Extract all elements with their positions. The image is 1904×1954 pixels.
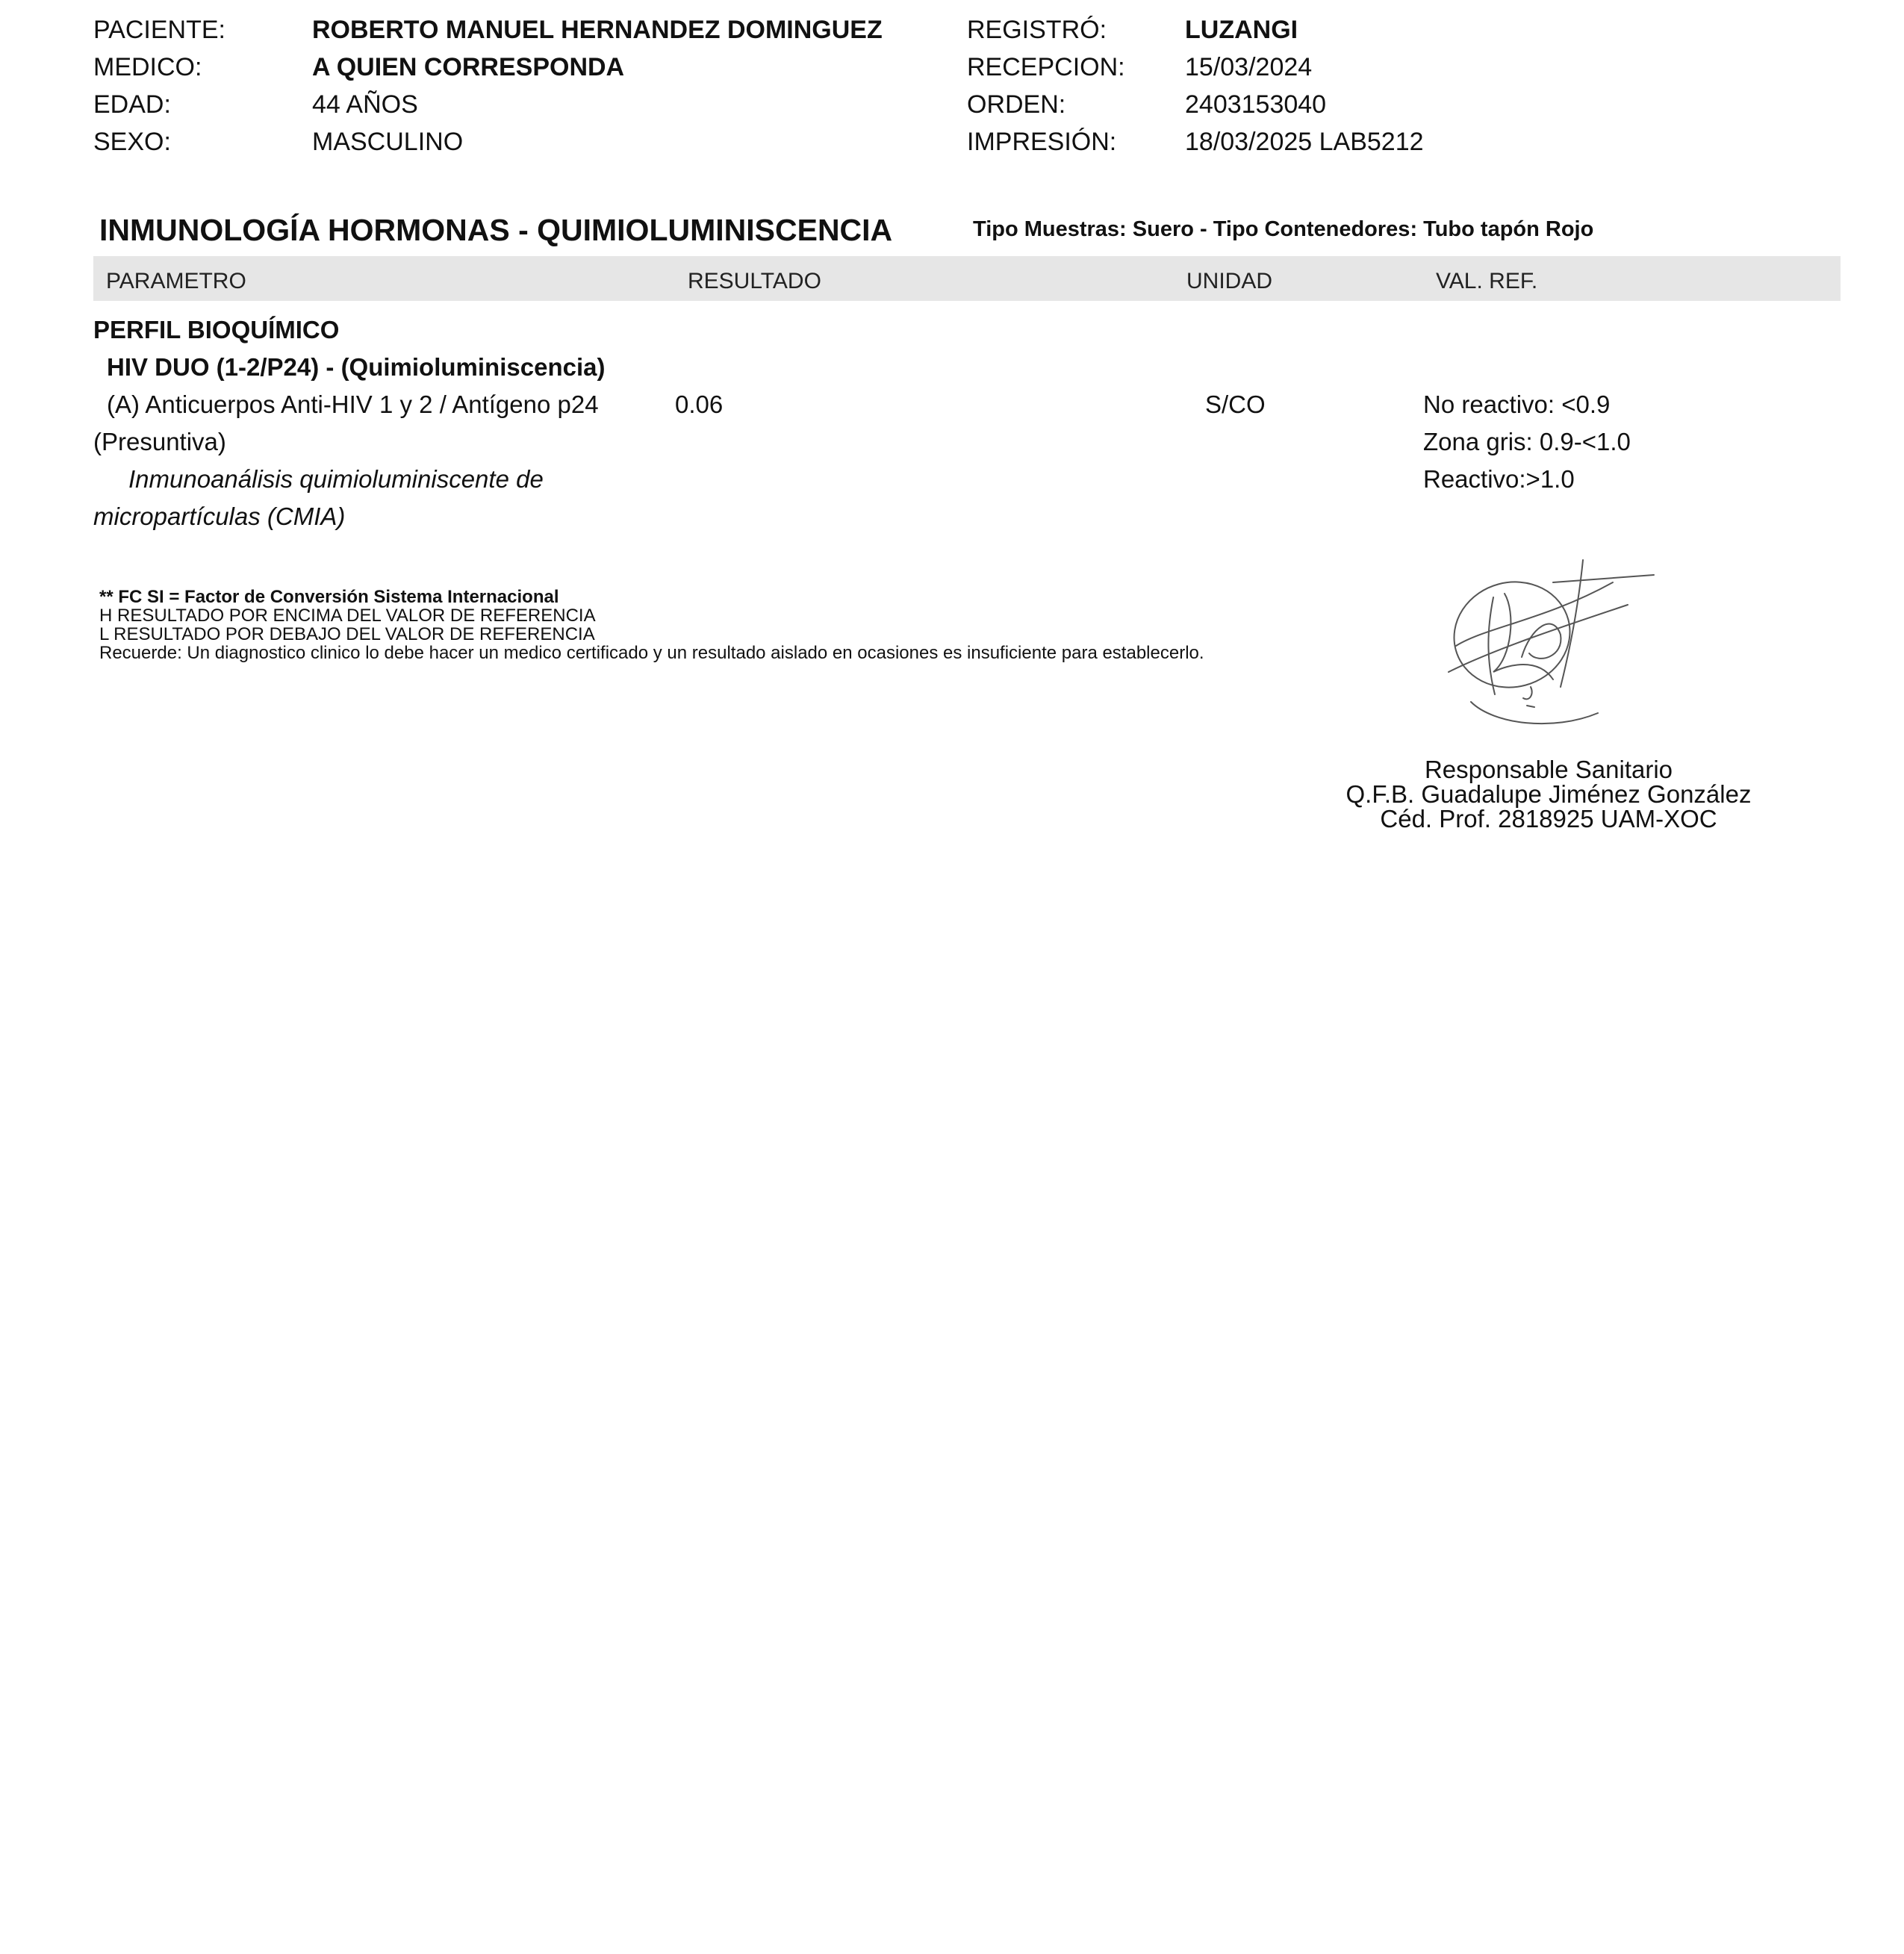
print-label: IMPRESIÓN: xyxy=(967,128,1117,156)
header-parametro: PARAMETRO xyxy=(106,269,246,293)
print-value: 18/03/2025 LAB5212 xyxy=(1185,128,1424,156)
section-title: INMUNOLOGÍA HORMONAS - QUIMIOLUMINISCENCIA xyxy=(99,213,893,247)
age-label: EDAD: xyxy=(93,90,171,119)
test-name: HIV DUO (1-2/P24) - (Quimioluminiscencia) xyxy=(107,353,606,381)
patient-label: PACIENTE: xyxy=(93,16,225,44)
doctor-label: MEDICO: xyxy=(93,53,202,81)
method-line2: micropartículas (CMIA) xyxy=(93,502,346,530)
legend-line2: H RESULTADO POR ENCIMA DEL VALOR DE REFERENCIA xyxy=(99,606,596,626)
reception-value: 15/03/2024 xyxy=(1185,53,1313,81)
legend-line3: L RESULTADO POR DEBAJO DEL VALOR DE REFERENCIA xyxy=(99,624,595,644)
order-label: ORDEN: xyxy=(967,90,1066,119)
parameter-line1: (A) Anticuerpos Anti-HIV 1 y 2 / Antígeno p24 xyxy=(107,391,599,418)
reference-line2: Zona gris: 0.9-<1.0 xyxy=(1423,428,1631,455)
reference-line3: Reactivo:>1.0 xyxy=(1423,465,1575,493)
signature-role: Responsable Sanitario xyxy=(1424,756,1673,783)
header-unidad: UNIDAD xyxy=(1186,269,1273,293)
method-line1: Inmunoanálisis quimioluminiscente de xyxy=(128,465,544,493)
legend-line4: Recuerde: Un diagnostico clinico lo debe hacer un medico certificado y un resultado aislado en ocasiones es insuficiente para establecerlo. xyxy=(99,643,1204,663)
legend-line1: ** FC SI = Factor de Conversión Sistema Internacional xyxy=(99,587,559,607)
header-val-ref: VAL. REF. xyxy=(1436,269,1538,293)
profile-title: PERFIL BIOQUÍMICO xyxy=(93,316,340,343)
sex-value: MASCULINO xyxy=(312,128,464,156)
reception-label: RECEPCION: xyxy=(967,53,1125,81)
unit-value: S/CO xyxy=(1205,391,1266,418)
signature-license: Céd. Prof. 2818925 UAM-XOC xyxy=(1380,805,1717,833)
sample-info: Tipo Muestras: Suero - Tipo Contenedores: Tubo tapón Rojo xyxy=(973,217,1594,241)
result-value: 0.06 xyxy=(675,391,724,418)
sex-label: SEXO: xyxy=(93,128,171,156)
registered-value: LUZANGI xyxy=(1185,16,1298,44)
order-value: 2403153040 xyxy=(1185,90,1327,119)
signature-image xyxy=(1441,553,1665,732)
reference-line1: No reactivo: <0.9 xyxy=(1423,391,1611,418)
signature-name: Q.F.B. Guadalupe Jiménez González xyxy=(1345,780,1752,808)
doctor-value: A QUIEN CORRESPONDA xyxy=(312,53,625,81)
table-header xyxy=(93,256,1841,301)
patient-name: ROBERTO MANUEL HERNANDEZ DOMINGUEZ xyxy=(312,16,883,44)
header-resultado: RESULTADO xyxy=(688,269,821,293)
registered-label: REGISTRÓ: xyxy=(967,16,1107,44)
parameter-line2: (Presuntiva) xyxy=(93,428,226,455)
age-value: 44 AÑOS xyxy=(312,90,418,119)
